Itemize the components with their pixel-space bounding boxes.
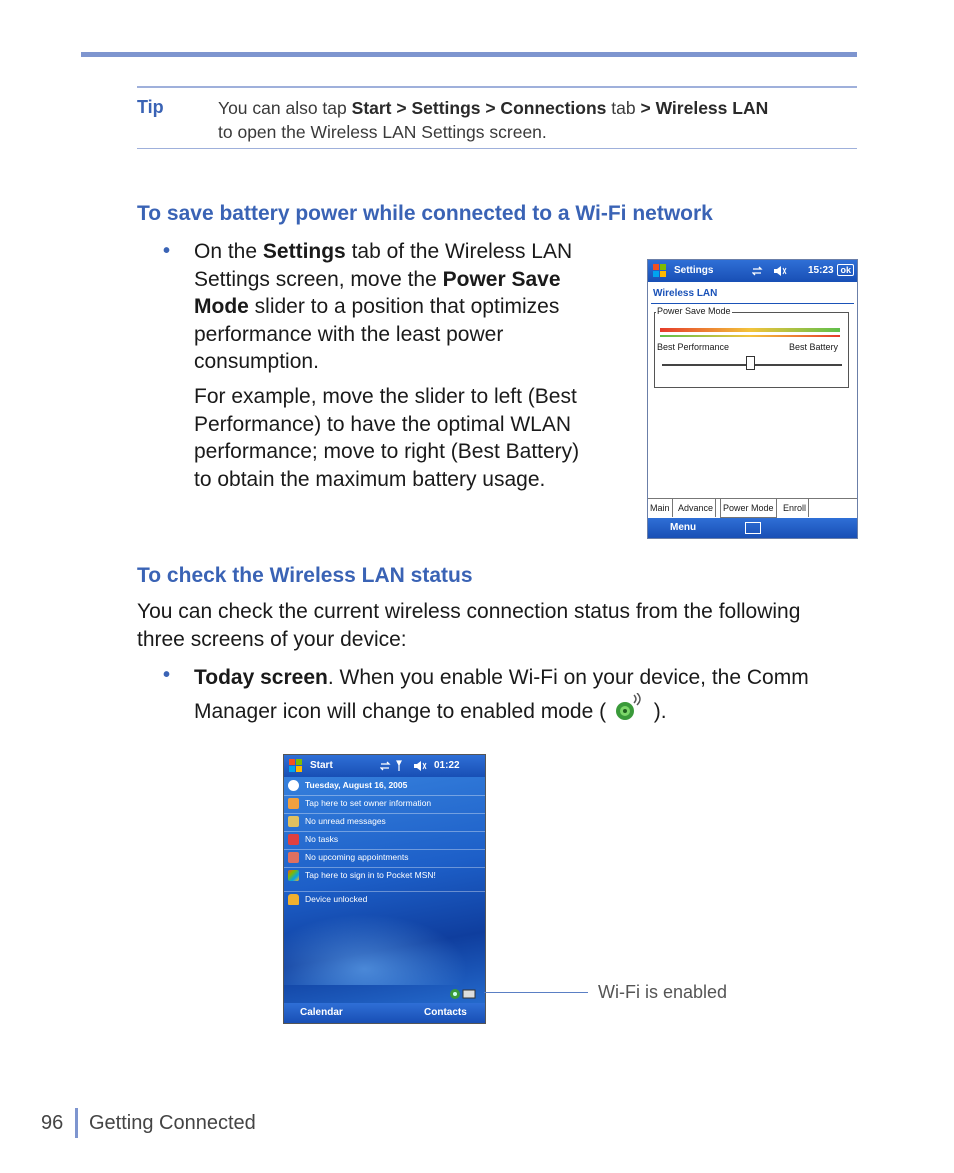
- menu-button[interactable]: Menu: [670, 522, 697, 533]
- clock-icon: [288, 780, 299, 791]
- today-row-tasks[interactable]: [284, 831, 485, 850]
- contacts-softkey[interactable]: Contacts: [424, 1007, 467, 1018]
- msn-icon: [288, 870, 299, 881]
- clock: 15:23: [808, 265, 834, 276]
- text-part: . When you enable Wi-Fi on your device, the Comm Manager icon will change to enabled mode (: [194, 666, 809, 723]
- title-bar-label[interactable]: Start: [310, 760, 333, 771]
- label-best-performance: Best Performance: [657, 342, 730, 352]
- today-row-appointments[interactable]: [284, 849, 485, 868]
- keyboard-icon[interactable]: [745, 522, 761, 534]
- chapter-title: Getting Connected: [89, 1112, 256, 1134]
- text-part: slider to a position that optimizes performance with the least power consumption.: [194, 295, 560, 373]
- divider: [651, 303, 854, 304]
- inbox-icon: [288, 816, 299, 827]
- tip-box: [137, 86, 857, 149]
- section-heading-battery: To save battery power while connected to a Wi-Fi network: [137, 202, 713, 225]
- tip-text-part: You can also tap: [218, 98, 352, 118]
- windows-logo-icon: [289, 759, 303, 773]
- row-text: Tuesday, August 16, 2005: [305, 780, 408, 790]
- clock: 01:22: [434, 760, 460, 771]
- text-part: On the: [194, 240, 263, 263]
- tip-text: [218, 96, 858, 144]
- paragraph-settings-instructions: [194, 238, 594, 376]
- tip-text-line2: to open the Wireless LAN Settings screen.: [218, 122, 547, 142]
- power-gradient-bar-secondary: [660, 335, 840, 337]
- text-part: tab of the Wireless LAN Settings screen, move the: [194, 240, 573, 291]
- power-gradient-bar: [660, 328, 840, 332]
- tip-path: Start > Settings > Connections: [351, 98, 607, 118]
- row-text: No unread messages: [305, 816, 386, 826]
- screen-title: Wireless LAN: [653, 288, 718, 299]
- wlan-settings-screenshot: [647, 259, 858, 539]
- row-text: Tap here to sign in to Pocket MSN!: [305, 870, 436, 880]
- label-best-battery: Best Battery: [789, 342, 839, 352]
- text-bold-power-save-mode: Power Save Mode: [194, 267, 561, 318]
- tip-text-part: tab: [606, 98, 641, 118]
- calendar-softkey[interactable]: Calendar: [300, 1007, 343, 1018]
- today-screen-screenshot: [283, 754, 486, 1024]
- today-row-messages[interactable]: [284, 813, 485, 832]
- section-heading-status: To check the Wireless LAN status: [137, 564, 473, 587]
- page-number: 96: [41, 1112, 64, 1134]
- title-bar: [648, 260, 857, 282]
- connectivity-speaker-icon: [752, 265, 788, 277]
- paragraph-example: For example, move the slider to left (Best Performance) to have the optimal WLAN performance; move to right (Best Battery) to obtain the maximum battery usage.: [194, 385, 580, 491]
- paragraph-status-intro: You can check the current wireless connection status from the following three screens of your device:: [137, 600, 801, 651]
- group-label: Power Save Mode: [657, 306, 731, 316]
- header-rule: [81, 52, 857, 57]
- tip-path-wlan: > Wireless LAN: [640, 98, 769, 118]
- windows-logo-icon: [653, 264, 667, 278]
- tip-label: Tip: [137, 97, 164, 117]
- text-part: ).: [647, 700, 667, 723]
- tab-main[interactable]: Main: [648, 499, 673, 517]
- text-bold-settings: Settings: [262, 240, 346, 263]
- tab-advance[interactable]: Advance: [676, 499, 716, 517]
- wifi-enabled-icon[interactable]: [449, 988, 479, 1000]
- today-row-date[interactable]: [284, 777, 485, 796]
- today-row-msn[interactable]: [284, 867, 485, 892]
- tab-bar: [648, 498, 857, 518]
- wallpaper-glow: [284, 905, 485, 985]
- status-icons: [380, 760, 430, 772]
- row-text: No tasks: [305, 834, 339, 844]
- row-text: Tap here to set owner information: [305, 798, 432, 808]
- row-text: Device unlocked: [305, 894, 368, 904]
- row-text: No upcoming appointments: [305, 852, 409, 862]
- slider-thumb[interactable]: [746, 356, 755, 370]
- title-bar-label: Settings: [674, 265, 714, 276]
- footer-divider: [75, 1108, 78, 1138]
- callout-wifi-enabled: Wi-Fi is enabled: [598, 982, 728, 1002]
- comm-manager-enabled-icon: [612, 693, 648, 723]
- tab-enroll[interactable]: Enroll: [781, 499, 809, 517]
- bullet-marker: •: [163, 240, 171, 262]
- tasks-icon: [288, 834, 299, 845]
- ok-button[interactable]: ok: [837, 264, 854, 276]
- lock-icon: [288, 894, 299, 905]
- menu-bar: [284, 1003, 485, 1023]
- title-bar: [284, 755, 485, 777]
- callout-line: [484, 992, 588, 993]
- paragraph-today-screen: [194, 661, 834, 729]
- tab-power-mode[interactable]: Power Mode: [720, 499, 777, 518]
- calendar-icon: [288, 852, 299, 863]
- text-bold-today-screen: Today screen: [194, 666, 328, 689]
- today-row-owner[interactable]: [284, 795, 485, 814]
- menu-bar: [648, 518, 857, 538]
- owner-icon: [288, 798, 299, 809]
- bullet-marker: •: [163, 664, 171, 686]
